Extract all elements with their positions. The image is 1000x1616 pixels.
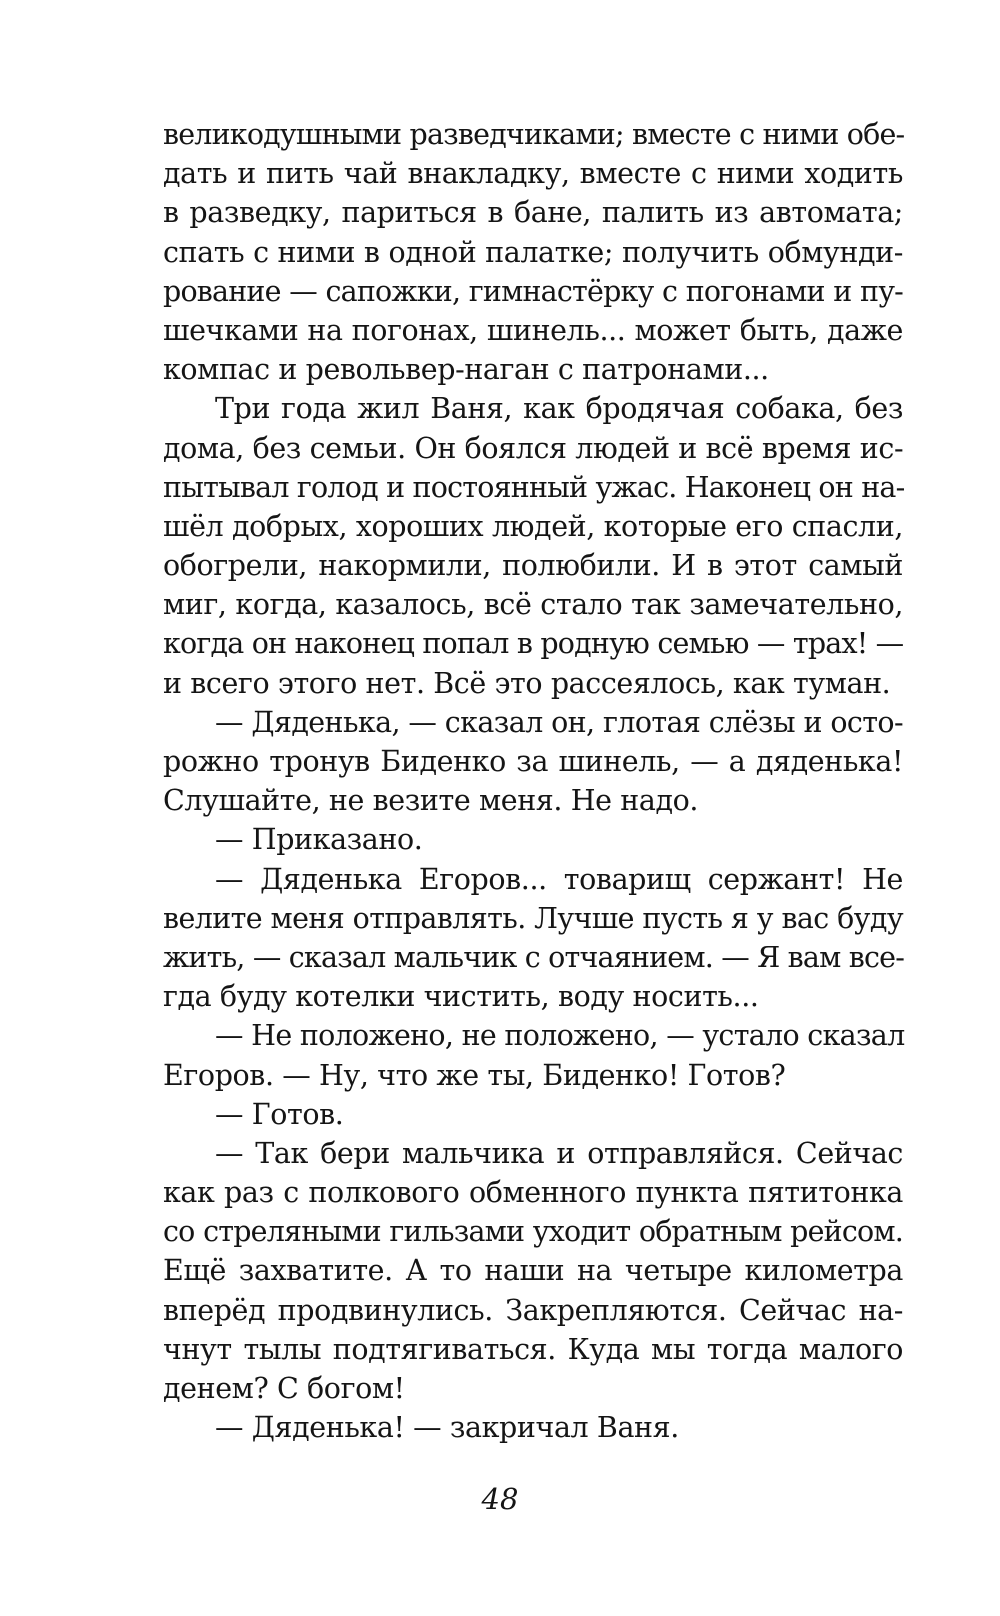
text-line: дома, без семьи. Он боялся людей и всё время ис- <box>163 431 904 465</box>
text-line: — Так бери мальчика и отправляйся. Сейчас <box>215 1136 903 1170</box>
page-number: 48 <box>481 1482 519 1516</box>
text-line: Три года жил Ваня, как бродячая собака, без <box>215 392 903 426</box>
text-line: чнут тылы подтягиваться. Куда мы тогда малого <box>163 1332 903 1366</box>
text-line: миг, когда, казалось, всё стало так замечательно, <box>163 588 903 622</box>
text-line: Ещё захватите. А то наши на четыре километра <box>163 1254 903 1288</box>
text-line: Слушайте, не везите меня. Не надо. <box>163 784 699 818</box>
text-line: Егоров. — Ну, что же ты, Биденко! Готов? <box>163 1058 786 1092</box>
text-line: в разведку, париться в бане, палить из автомата; <box>163 196 903 230</box>
text-line: — Дяденька! — закричал Ваня. <box>215 1411 679 1445</box>
text-line: велите меня отправлять. Лучше пусть я у вас буду <box>163 901 903 935</box>
text-line: спать с ними в одной палатке; получить обмунди- <box>163 235 903 269</box>
text-line: — Дяденька Егоров... товарищ сержант! Не <box>215 862 903 896</box>
text-line: — Не положено, не положено, — устало сказал <box>215 1019 905 1053</box>
text-line: вперёд продвинулись. Закрепляются. Сейчас на- <box>163 1293 903 1327</box>
text-line: пытывал голод и постоянный ужас. Наконец он на- <box>163 470 905 504</box>
text-line: гда буду котелки чистить, воду носить... <box>163 980 759 1014</box>
text-line: и всего этого нет. Всё это рассеялось, как туман. <box>163 666 891 700</box>
text-line: компас и револьвер-наган с патронами... <box>163 353 769 387</box>
text-line: шечками на погонах, шинель... может быть, даже <box>163 313 903 347</box>
text-line: — Готов. <box>215 1097 344 1131</box>
text-line: — Приказано. <box>215 823 423 857</box>
text-line: когда он наконец попал в родную семью — трах! — <box>163 627 904 661</box>
text-line: со стреляными гильзами уходит обратным рейсом. <box>163 1215 903 1249</box>
text-line: рожно тронув Биденко за шинель, — а дяденька! <box>163 745 903 778</box>
text-line: как раз с полкового обменного пункта пятитонка <box>163 1176 903 1210</box>
body-text <box>163 115 903 1447</box>
text-line: рование — сапожки, гимнастёрку с погонами и пу- <box>163 274 903 308</box>
text-line: великодушными разведчиками; вместе с ними обе- <box>163 118 905 151</box>
text-line: — Дяденька, — сказал он, глотая слёзы и осто- <box>215 705 903 739</box>
text-line: дать и пить чай внакладку, вместе с ними ходить <box>163 157 903 191</box>
text-line: денем? С богом! <box>163 1372 405 1405</box>
text-line: обогрели, накормили, полюбили. И в этот самый <box>163 549 903 583</box>
text-line: шёл добрых, хороших людей, которые его спасли, <box>163 509 903 543</box>
text-line: жить, — сказал мальчик с отчаянием. — Я вам все- <box>163 940 905 974</box>
